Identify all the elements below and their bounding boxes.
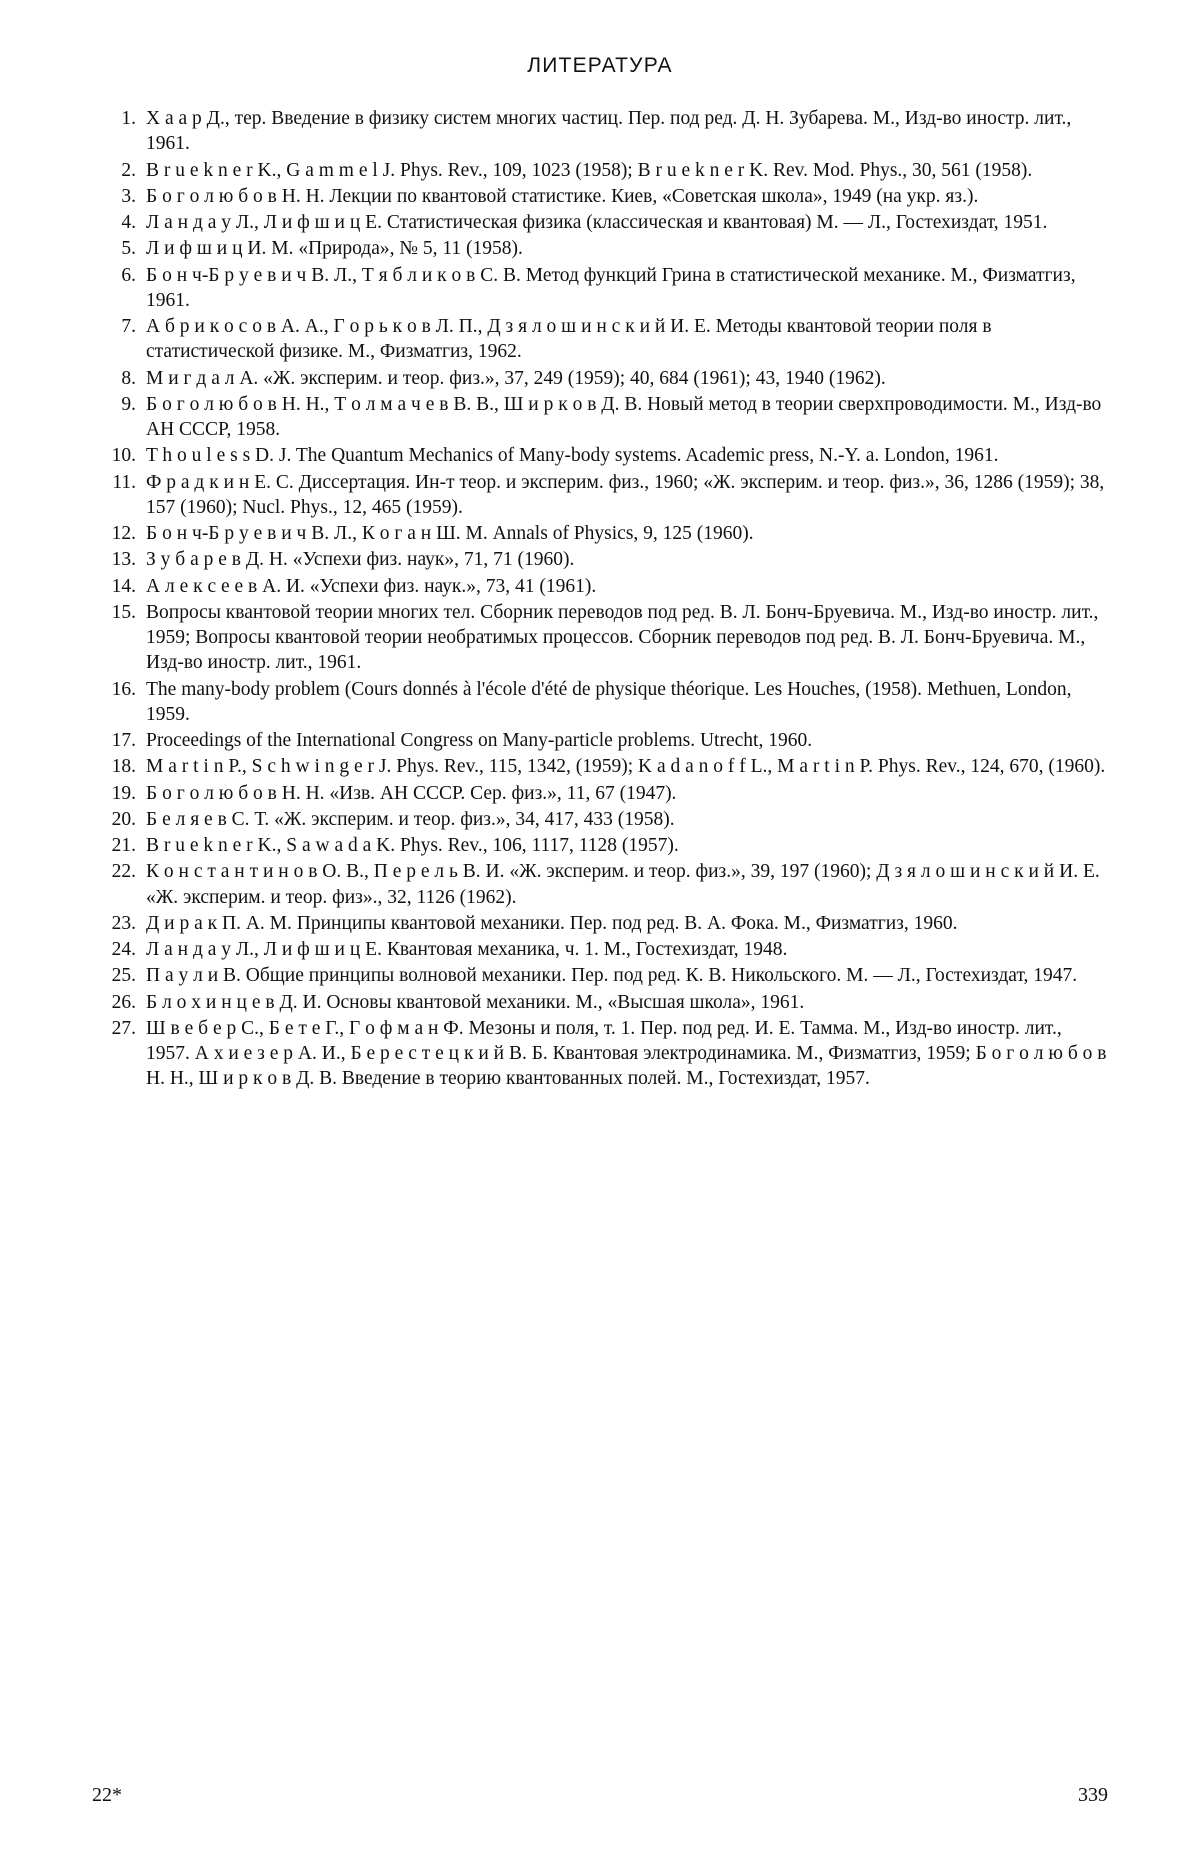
reference-number: 4.: [121, 212, 136, 233]
reference-text: Ф р а д к и н Е. С. Диссертация. Ин-т теор. и эксперим. физ., 1960; «Ж. эксперим. и теор. физ.», 36, 1286 (1959); 38, 157 (1960); Nucl. Phys., 12, 465 (1959).: [146, 471, 1105, 518]
reference-item: [92, 263, 1108, 314]
reference-text: Л и ф ш и ц И. М. «Природа», № 5, 11 (1958).: [146, 238, 523, 260]
reference-item: [92, 158, 1108, 183]
reference-item: [92, 236, 1108, 261]
reference-item: [92, 833, 1108, 858]
reference-number: 8.: [121, 367, 136, 389]
reference-number: 9.: [121, 393, 136, 415]
reference-text: Б е л я е в С. Т. «Ж. эксперим. и теор. физ.», 34, 417, 433 (1958).: [146, 808, 675, 830]
reference-text: Х а а р Д., тер. Введение в физику систем многих частиц. Пер. под ред. Д. Н. Зубарева. М., Изд-во иностр. лит., 1961.: [146, 108, 1072, 155]
reference-text: M a r t i n P., S c h w i n g e r J. Phys. Rev., 115, 1342, (1959); K a d a n o f f L., M a r t i n P. Phys. Rev., 124, 670, (1960).: [146, 756, 1106, 778]
reference-item: [92, 547, 1108, 572]
reference-text: П а у л и В. Общие принципы волновой механики. Пер. под ред. К. В. Никольского. М. — Л., Гостехиздат, 1947.: [146, 965, 1078, 987]
reference-text: B r u e k n e r K., G a m m e l J. Phys. Rev., 109, 1023 (1958); B r u e k n e r K. Rev. Mod. Phys., 30, 561 (1958).: [146, 159, 1033, 181]
reference-item: [92, 521, 1108, 546]
reference-text: B r u e k n e r K., S a w a d a K. Phys. Rev., 106, 1117, 1128 (1957).: [146, 835, 679, 856]
reference-text: Ш в е б е р С., Б е т е Г., Г о ф м а н Ф. Мезоны и поля, т. 1. Пер. под ред. И. Е. Тамма. М., Изд-во иностр. лит., 1957. А х и е з е р А. И., Б е р е с т е ц к и й В. Б. Квантовая электродинамика. М., Физматгиз, 1959; Б о г о л ю б о в Н. Н., Ш и р к о в Д. В. Введение в теорию квантованных полей. М., Гостехиздат, 1957.: [146, 1017, 1107, 1090]
reference-item: [92, 859, 1108, 910]
reference-text: Л а н д а у Л., Л и ф ш и ц Е. Статистическая физика (классическая и квантовая) М. — Л., Гостехиздат, 1951.: [146, 212, 1048, 233]
reference-text: Л а н д а у Л., Л и ф ш и ц Е. Квантовая механика, ч. 1. М., Гостехиздат, 1948.: [146, 939, 788, 960]
reference-number: 10.: [111, 445, 136, 467]
reference-number: 15.: [111, 601, 136, 623]
reference-number: 5.: [121, 238, 136, 260]
reference-item: [92, 677, 1108, 728]
reference-item: [92, 210, 1108, 235]
page-footer: [92, 1784, 1108, 1807]
reference-item: [92, 314, 1108, 365]
reference-number: 27.: [111, 1017, 136, 1039]
reference-item: [92, 937, 1108, 962]
reference-item: [92, 807, 1108, 832]
page-number: 339: [1078, 1784, 1108, 1806]
reference-number: 22.: [111, 861, 136, 883]
reference-number: 20.: [111, 808, 136, 830]
reference-number: 7.: [121, 316, 136, 337]
reference-text: А л е к с е е в А. И. «Успехи физ. наук.», 73, 41 (1961).: [146, 575, 597, 597]
reference-item: [92, 781, 1108, 806]
reference-text: М и г д а л А. «Ж. эксперим. и теор. физ.», 37, 249 (1959); 40, 684 (1961); 43, 1940 (1962).: [146, 367, 886, 389]
reference-list: [92, 106, 1108, 1092]
reference-item: [92, 990, 1108, 1015]
reference-text: Б о г о л ю б о в Н. Н., Т о л м а ч е в В. В., Ш и р к о в Д. В. Новый метод в теории сверхпроводимости. М., Изд-во АН СССР, 1958.: [146, 393, 1102, 440]
reference-text: Б о г о л ю б о в Н. Н. «Изв. АН СССР. Сер. физ.», 11, 67 (1947).: [146, 782, 677, 804]
reference-item: [92, 184, 1108, 209]
reference-number: 26.: [111, 991, 136, 1013]
reference-text: Б о г о л ю б о в Н. Н. Лекции по квантовой статистике. Киев, «Советская школа», 1949 (на укр. яз.).: [146, 185, 979, 207]
reference-number: 11.: [112, 471, 136, 493]
reference-number: 24.: [111, 939, 136, 960]
signature-mark: 22*: [92, 1784, 122, 1806]
reference-item: [92, 728, 1108, 753]
reference-number: 6.: [121, 264, 136, 286]
reference-text: Б о н ч-Б р у е в и ч В. Л., К о г а н Ш. М. Annals of Physics, 9, 125 (1960).: [146, 523, 754, 544]
reference-item: [92, 754, 1108, 779]
reference-text: T h o u l e s s D. J. The Quantum Mechanics of Many-body systems. Academic press, N.-Y. a. London, 1961.: [146, 445, 999, 467]
reference-text: З у б а р е в Д. Н. «Успехи физ. наук», 71, 71 (1960).: [146, 549, 575, 571]
reference-item: [92, 963, 1108, 988]
reference-item: [92, 600, 1108, 676]
reference-item: [92, 1016, 1108, 1092]
reference-number: 3.: [121, 185, 136, 207]
reference-item: [92, 392, 1108, 443]
reference-item: [92, 106, 1108, 157]
reference-number: 2.: [121, 159, 136, 181]
reference-item: [92, 470, 1108, 521]
reference-number: 14.: [111, 575, 136, 597]
reference-number: 13.: [111, 549, 136, 571]
reference-text: Б л о х и н ц е в Д. И. Основы квантовой механики. М., «Высшая школа», 1961.: [146, 991, 805, 1013]
reference-text: Вопросы квантовой теории многих тел. Сборник переводов под ред. В. Л. Бонч-Бруевича. М., Изд-во иностр. лит., 1959; Вопросы квантовой теории необратимых процессов. Сборник переводов под ред. В. Л. Бонч-Бруевича. М., Изд-во иностр. лит., 1961.: [146, 601, 1099, 674]
reference-number: 16.: [111, 678, 136, 700]
reference-text: К о н с т а н т и н о в О. В., П е р е л ь В. И. «Ж. эксперим. и теор. физ.», 39, 197 (1960); Д з я л о ш и н с к и й И. Е. «Ж. эксперим. и теор. физ»., 32, 1126 (1962).: [146, 861, 1100, 908]
reference-text: Proceedings of the International Congress on Many-particle problems. Utrecht, 1960.: [146, 730, 813, 751]
reference-number: 21.: [111, 835, 136, 856]
reference-text: The many-body problem (Cours donnés à l'école d'été de physique théorique. Les Houches, (1958). Methuen, London, 1959.: [146, 678, 1072, 725]
reference-text: А б р и к о с о в А. А., Г о р ь к о в Л. П., Д з я л о ш и н с к и й И. Е. Методы квантовой теории поля в статистической физике. М., Физматгиз, 1962.: [146, 316, 992, 363]
reference-item: [92, 574, 1108, 599]
reference-number: 19.: [111, 782, 136, 804]
reference-text: Б о н ч-Б р у е в и ч В. Л., Т я б л и к о в С. В. Метод функций Грина в статистической механике. М., Физматгиз, 1961.: [146, 264, 1076, 311]
reference-number: 12.: [111, 523, 136, 544]
reference-number: 25.: [111, 965, 136, 987]
page-title: ЛИТЕРАТУРА: [527, 54, 673, 77]
reference-text: Д и р а к П. А. М. Принципы квантовой механики. Пер. под ред. В. А. Фока. М., Физматгиз, 1960.: [146, 912, 958, 934]
reference-number: 17.: [111, 730, 136, 751]
reference-item: [92, 911, 1108, 936]
reference-number: 1.: [121, 108, 136, 129]
reference-number: 18.: [111, 756, 136, 778]
reference-item: [92, 366, 1108, 391]
reference-item: [92, 443, 1108, 468]
reference-number: 23.: [111, 912, 136, 934]
